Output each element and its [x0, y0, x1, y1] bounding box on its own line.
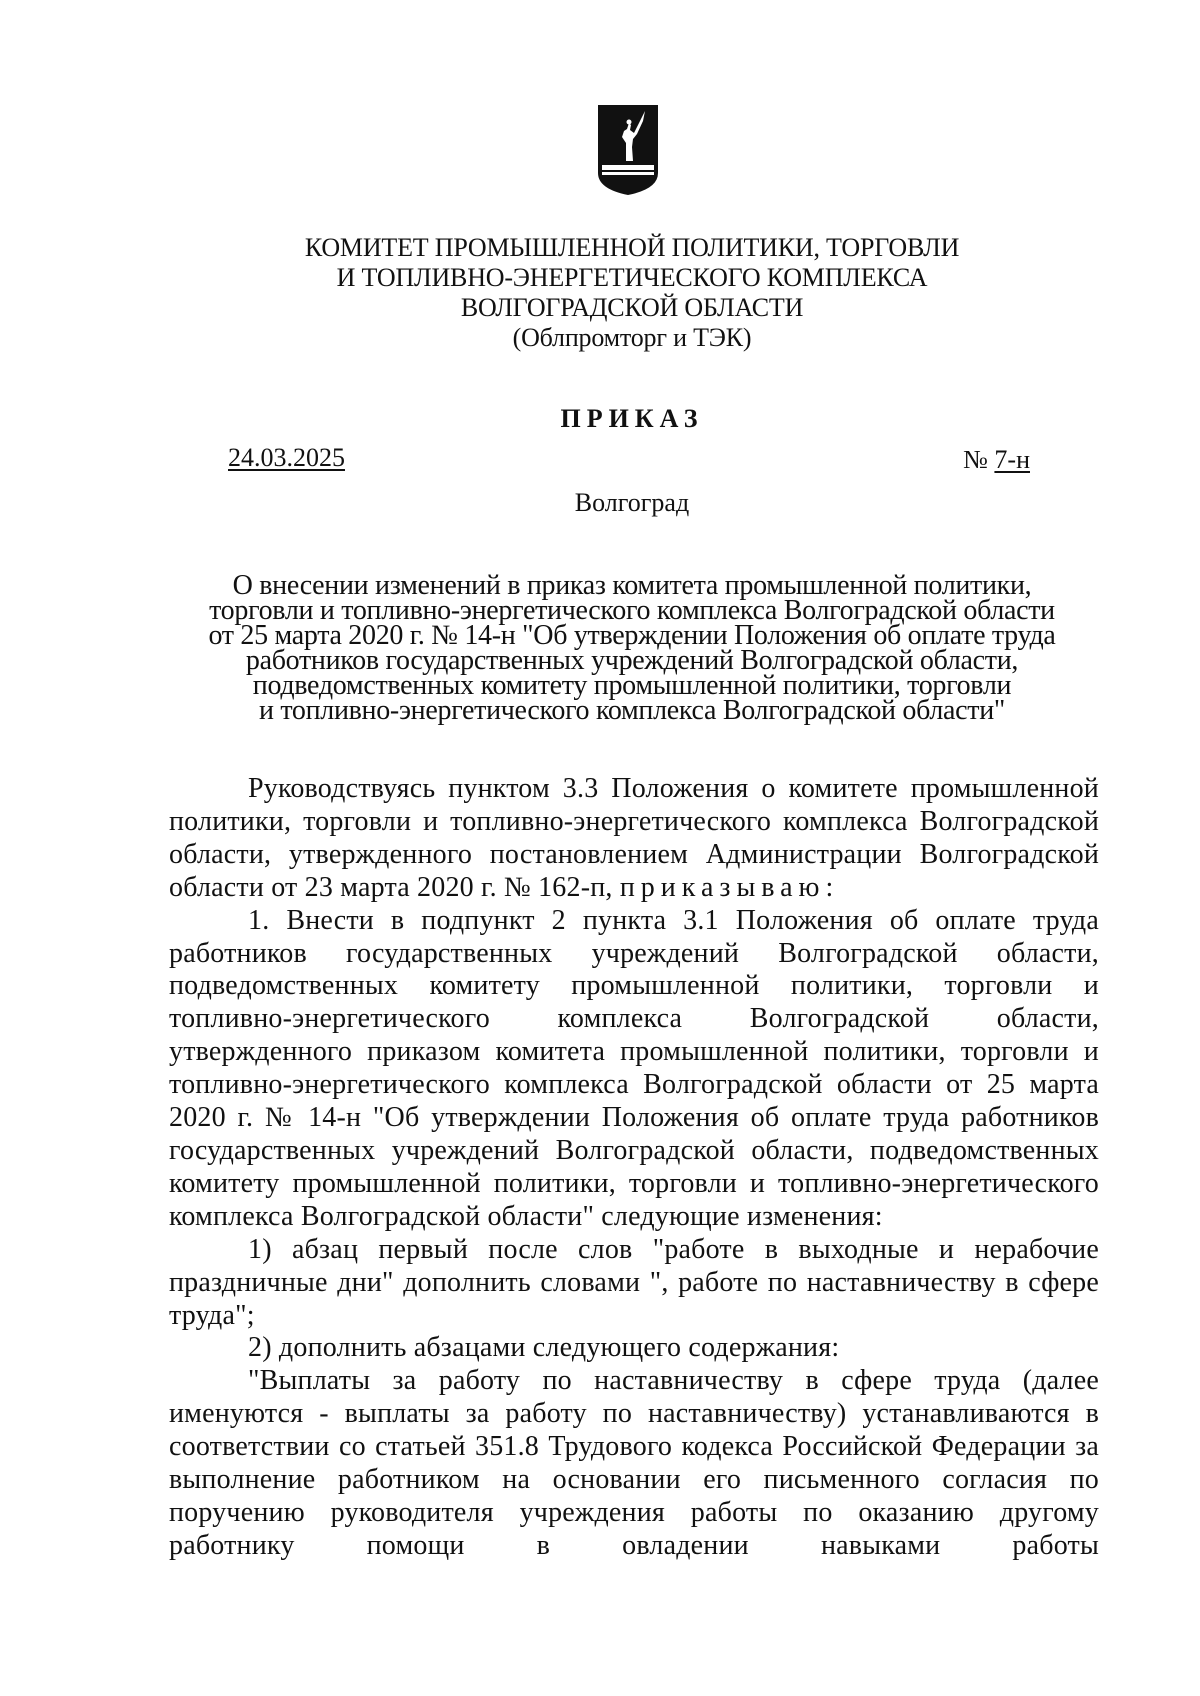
preamble-paragraph [169, 773, 1099, 905]
number-value: 7-н [994, 445, 1030, 474]
org-abbreviation: (Облпромторг и ТЭК) [512, 323, 752, 352]
item-1-paragraph: 1. Внести в подпункт 2 пункта 3.1 Положения об оплате труда работников государственных учреждений Волгоградской области, подведомственных комитету промышленной политики, торговли и топливно-энергетического комплекса Волгоградской области, утвержденного приказом комитета промышленной политики, торговли и топливно-энергетического комплекса Волгоградской области от 25 марта 2020 г. № 14-н "Об утверждении Положения об оплате труда работников государственных учреждений Волгоградской области, подведомственных комитету промышленной политики, торговли и топливно-энергетического комплекса Волгоградской области" следующие изменения: [169, 904, 1099, 1232]
quote-paragraph: "Выплаты за работу по наставничеству в сфере труда (далее именуются - выплаты за работу по наставничеству) устанавливаются в соответствии со статьей 351.8 Трудового кодекса Российской Федерации за выполнение работником на основании его письменного согласия по поручению руководителя учреждения работы по оказанию другому работнику помощи в овладении навыками работы [169, 1365, 1099, 1561]
title-line: от 25 марта 2020 г. № 14-н "Об утверждении Положения об оплате труда [208, 620, 1056, 651]
preamble-text: Руководствуясь пунктом 3.3 Положения о комитете промышленной политики, торговли и топливно-энергетического комплекса Волгоградской области, утвержденного постановлением Администрации Волгоградской области от 23 марта 2020 г. № 162-п, [169, 773, 1099, 903]
org-line: И ТОПЛИВНО-ЭНЕРГЕТИЧЕСКОГО КОМПЛЕКСА [336, 263, 928, 292]
document-title [130, 570, 1134, 726]
subitem-2-paragraph: 2) дополнить абзацами следующего содержания: [248, 1332, 840, 1364]
subitem-1-paragraph: 1) абзац первый после слов "работе в выходные и нерабочие праздничные дни" дополнить словами ", работе по наставничеству в сфере труда"; [169, 1233, 1099, 1331]
title-line: и топливно-энергетического комплекса Волгоградской области" [258, 695, 1006, 726]
title-line: О внесении изменений в приказ комитета промышленной политики, [232, 570, 1032, 601]
coat-of-arms-emblem [596, 103, 660, 197]
document-body [169, 773, 1099, 1563]
organization-name [200, 233, 1064, 353]
document-number [963, 445, 1030, 475]
document-city: Волгоград [574, 488, 690, 517]
title-line: торговли и топливно-энергетического комплекса Волгоградской области [209, 595, 1055, 626]
order-word: приказываю: [619, 871, 840, 903]
document-type: ПРИКАЗ [560, 404, 704, 433]
org-line: ВОЛГОГРАДСКОЙ ОБЛАСТИ [460, 293, 804, 322]
org-line: КОМИТЕТ ПРОМЫШЛЕННОЙ ПОЛИТИКИ, ТОРГОВЛИ [304, 233, 960, 262]
title-line: подведомственных комитету промышленной политики, торговли [252, 670, 1012, 701]
title-line: работников государственных учреждений Волгоградской области, [245, 645, 1019, 676]
document-date: 24.03.2025 [228, 443, 345, 472]
number-prefix: № [963, 445, 995, 474]
